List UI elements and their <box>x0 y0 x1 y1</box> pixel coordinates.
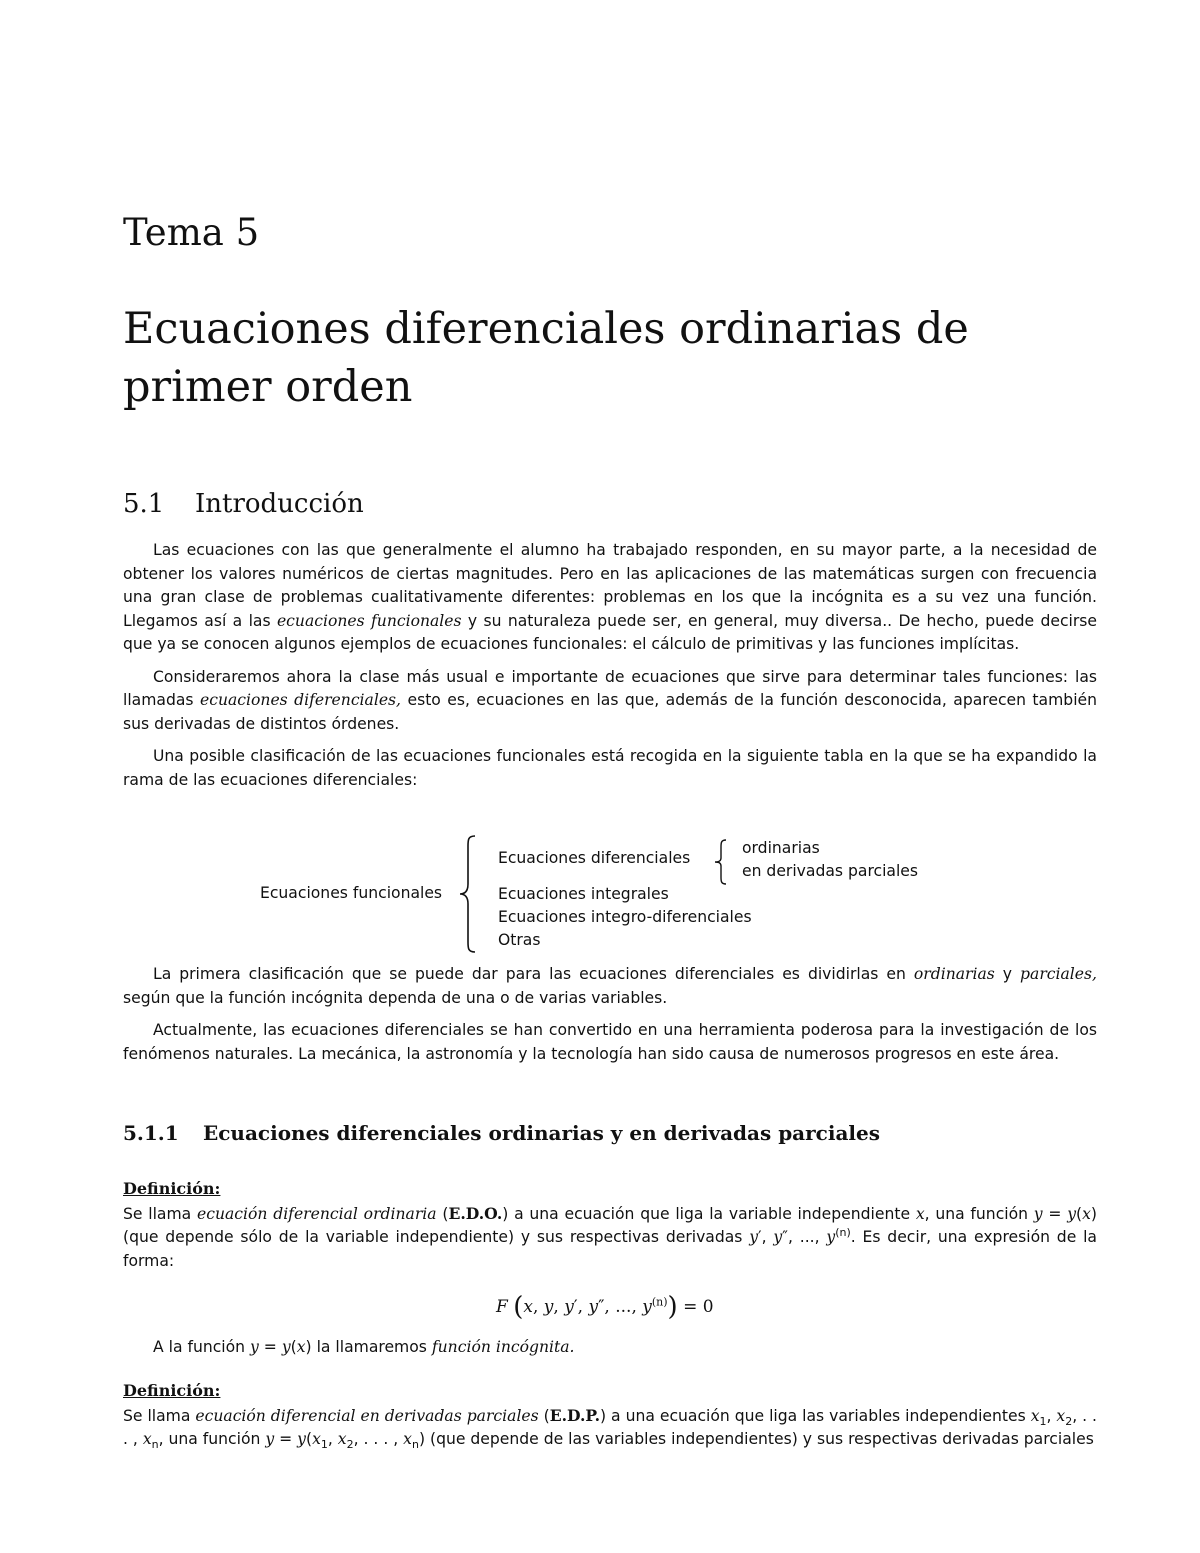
subsection-heading <box>123 1118 880 1148</box>
left-brace-icon <box>456 834 480 954</box>
definition-label: Definición: <box>123 1179 221 1198</box>
definition-edo <box>123 1177 1097 1273</box>
paragraph-3: Una posible clasificación de las ecuaciones funcionales está recogida en la siguiente tabla en la que se ha expandido la rama de las ecuaciones diferenciales: <box>123 747 1097 789</box>
section-title: Introducción <box>195 489 364 519</box>
paragraph-1: Las ecuaciones con las que generalmente el alumno ha trabajado responden, en su mayor parte, a la necesidad de obtener los valores numéricos de ciertas magnitudes. Pero en las aplicaciones de las matemáticas surgen con frecuencia una gran clase de problemas cualitativamente diferentes: problemas en los que la incógnita es a su vez una función. Llegamos así a las ecuaciones funcionales y su naturaleza puede ser, en general, muy diversa.. De hecho, puede decirse que ya se conocen algunos ejemplos de ecuaciones funcionales: el cálculo de primitivas y las funciones implícitas. <box>123 541 1097 653</box>
definition-label-2: Definición: <box>123 1381 221 1400</box>
subsection-title: Ecuaciones diferenciales ordinarias y en derivadas parciales <box>203 1121 880 1145</box>
paragraph-5: Actualmente, las ecuaciones diferenciales se han convertido en una herramienta poderosa para la investigación de los fenómenos naturales. La mecánica, la astronomía y la tecnología han sido causa de numerosos progresos en este área. <box>123 1021 1097 1063</box>
paragraph-2: Consideraremos ahora la clase más usual e importante de ecuaciones que sirve para determinar tales funciones: las llamadas ecuaciones diferenciales, esto es, ecuaciones en las que, además de la función desconocida, aparecen también sus derivadas de distintos órdenes. <box>123 667 1098 733</box>
section-heading <box>123 486 364 522</box>
funcion-incognita-text: A la función y = y(x) la llamaremos función incógnita. <box>153 1338 575 1356</box>
chapter-label: Tema 5 <box>123 211 260 254</box>
definition-edo-text: Se llama ecuación diferencial ordinaria (E.D.O.) a una ecuación que liga la variable independiente x, una función y = y(x) (que depende sólo de la variable independiente) y sus respectivas derivadas y′, y″, ..., $y^{(n)}$. Es decir, una expresión de la forma: <box>123 1203 1098 1270</box>
sub-branch-parciales: en derivadas parciales <box>742 862 919 880</box>
sub-branch-ordinarias: ordinarias <box>742 839 820 857</box>
chapter-title: Ecuaciones diferenciales ordinarias de primer orden <box>123 304 969 412</box>
tree-root: Ecuaciones funcionales <box>260 884 443 902</box>
branch-integro-diferenciales: Ecuaciones integro-diferenciales <box>498 908 752 926</box>
branch-integrales: Ecuaciones integrales <box>498 885 669 903</box>
branch-diferenciales: Ecuaciones diferenciales <box>498 849 691 867</box>
intro-text <box>123 539 1097 792</box>
definition-edp <box>123 1379 1097 1452</box>
edo-formula: F (x, y, y′, y″, ..., $y^{(n)}) = 0$ <box>496 1292 714 1322</box>
section-number: 5.1 <box>123 489 165 519</box>
after-table-text <box>123 963 1097 1066</box>
subsection-number: 5.1.1 <box>123 1121 179 1145</box>
branch-otras: Otras <box>498 931 541 949</box>
definition-edp-text: Se llama ecuación diferencial en derivadas parciales (E.D.P.) a una ecuación que liga las variables independientes $x_1$, $x_2$, . . . , $x_n$, una función $y = y(x_1$, $x_2$, . . . , $x_n$) (que depende de las variables independientes) y sus respectivas derivadas parciales <box>123 1405 1098 1452</box>
sub-brace-icon <box>712 838 730 886</box>
paragraph-4: La primera clasificación que se puede dar para las ecuaciones diferenciales es dividirlas en ordinarias y parciales, según que la función incógnita dependa de una o de varias variables. <box>123 965 1097 1007</box>
classification-tree <box>0 830 1200 960</box>
